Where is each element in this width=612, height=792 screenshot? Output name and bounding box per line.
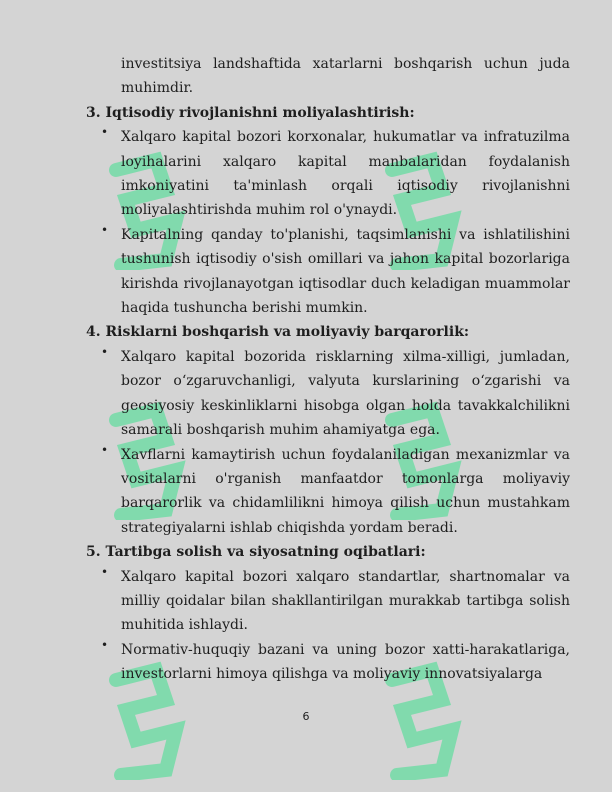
page-content bbox=[86, 52, 570, 687]
bullet-icon: • bbox=[101, 442, 109, 457]
list-item bbox=[86, 565, 570, 638]
list-item bbox=[86, 125, 570, 223]
list-item bbox=[86, 638, 570, 687]
list-item-text: Normativ-huquqiy bazani va uning bozor xatti-harakatlariga, investorlarni himoya qilishga va moliyaviy innovatsiyalarga bbox=[121, 641, 570, 683]
list-item bbox=[86, 223, 570, 321]
list-item-text: Xalqaro kapital bozori xalqaro standartlar, shartnomalar va milliy qoidalar bilan shakllantirilgan murakkab tartibga solish muhitida ishlaydi. bbox=[121, 568, 570, 634]
section-heading-5: 5. Tartibga solish va siyosatning oqibatlari: bbox=[86, 544, 426, 561]
list-item bbox=[86, 443, 570, 541]
bullet-icon: • bbox=[101, 125, 109, 140]
list-item-text: Xavflarni kamaytirish uchun foydalaniladigan mexanizmlar va vositalarni o'rganish manfaatdor tomonlarga moliyaviy barqarorlik va chidamlilikni himoya qilish uchun mustahkam strategiyalarni ishlab chiqishda yordam beradi. bbox=[121, 446, 570, 536]
list-item bbox=[86, 345, 570, 443]
section-heading-4: 4. Risklarni boshqarish va moliyaviy barqarorlik: bbox=[86, 324, 470, 341]
section-heading-3: 3. Iqtisodiy rivojlanishni moliyalashtirish: bbox=[86, 104, 415, 121]
bullet-icon: • bbox=[101, 222, 109, 237]
list-item-text: Xalqaro kapital bozori korxonalar, hukumatlar va infratuzilma loyihalarini xalqaro kapital manbalaridan foydalanish imkoniyatini ta'minlash orqali iqtisodiy rivojlanishni moliyalashtirishda muhim rol o'ynaydi. bbox=[121, 129, 570, 219]
page-number: 6 bbox=[302, 710, 310, 723]
bullet-icon: • bbox=[101, 564, 109, 579]
bullet-icon: • bbox=[101, 637, 109, 652]
list-item-text: Kapitalning qanday to'planishi, taqsimlanishi va ishlatilishini tushunish iqtisodiy o'sish omillari va jahon kapital bozorlariga kirishda rivojlanayotgan iqtisodlar duch keladigan muammolar haqida tushuncha berishi mumkin. bbox=[121, 226, 570, 317]
continuation-paragraph: investitsiya landshaftida xatarlarni boshqarish uchun juda muhimdir. bbox=[121, 56, 570, 97]
list-item-text: Xalqaro kapital bozorida risklarning xilma-xilligi, jumladan, bozor o‘zgaruvchanligi, valyuta kurslarining o‘zgarishi va geosiyosiy keskinliklarni hisobga olgan holda tavakkalchilikni samarali boshqarish muhim ahamiyatga ega. bbox=[121, 348, 570, 439]
bullet-icon: • bbox=[101, 344, 109, 359]
